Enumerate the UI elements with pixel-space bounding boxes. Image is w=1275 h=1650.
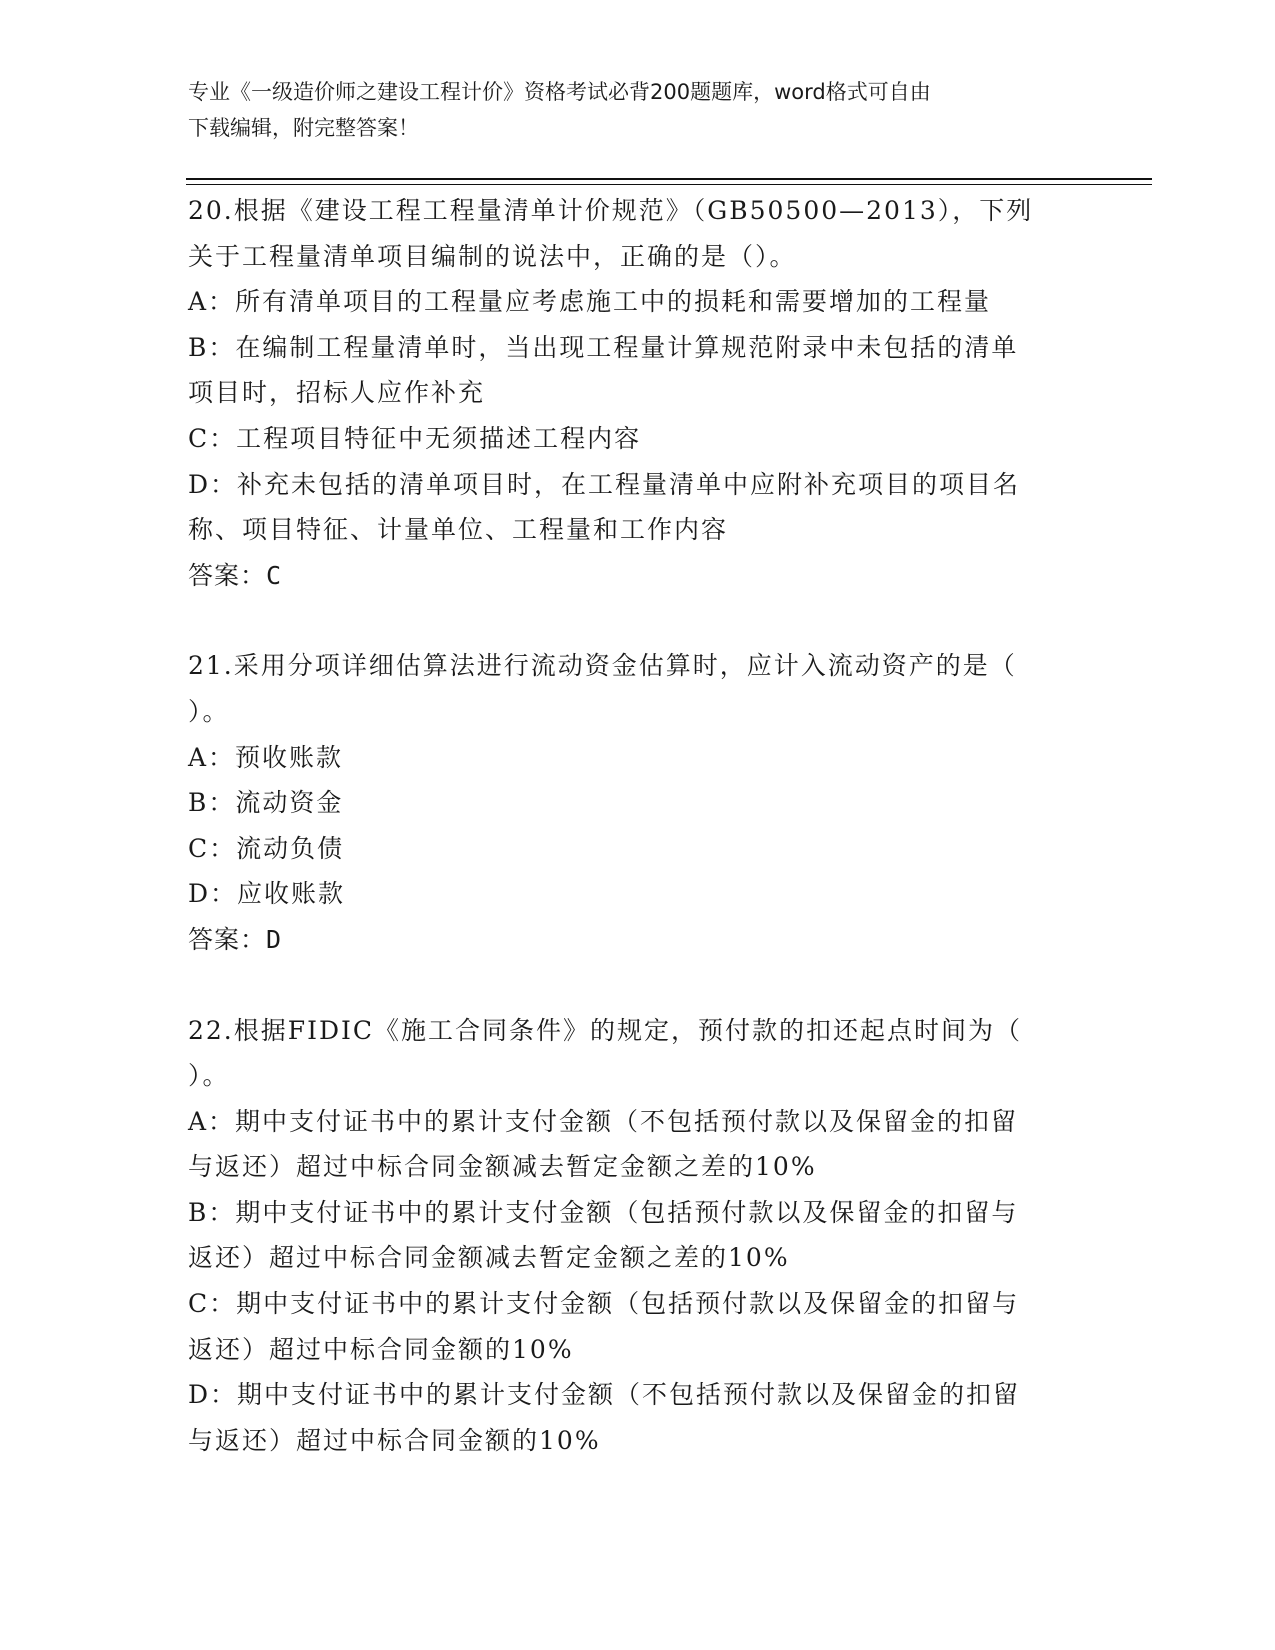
header-line: 专业《一级造价师之建设工程计价》资格考试必背200题题库，word格式可自由 [188, 80, 931, 104]
option-a: A：预收账款 [188, 742, 344, 772]
question-22 [188, 1008, 1088, 1464]
document-header [188, 74, 1068, 146]
answer-label: 答案： [188, 560, 267, 590]
header-divider-thin [186, 184, 1152, 185]
option-c: C：期中支付证书中的累计支付金额（包括预付款以及保留金的扣留与 [188, 1289, 1020, 1319]
header-line: 下载编辑，附完整答案！ [188, 116, 419, 140]
option-a-continued: 与返还）超过中标合同金额减去暂定金额之差的10% [188, 1152, 817, 1182]
option-b: B：在编制工程量清单时，当出现工程量计算规范附录中未包括的清单 [188, 332, 1019, 362]
option-d: D：补充未包括的清单项目时，在工程量清单中应附补充项目的项目名 [188, 469, 1021, 499]
answer [188, 553, 1088, 599]
answer-value: D [266, 924, 283, 954]
question-20 [188, 188, 1088, 598]
question-list [188, 188, 1088, 1508]
option-b: B：期中支付证书中的累计支付金额（包括预付款以及保留金的扣留与 [188, 1197, 1019, 1227]
option-d-continued: 与返还）超过中标合同金额的10% [188, 1425, 601, 1455]
option-c: C：工程项目特征中无须描述工程内容 [188, 423, 642, 453]
option-a: A：期中支付证书中的累计支付金额（不包括预付款以及保留金的扣留 [188, 1106, 1019, 1136]
option-d-continued: 称、项目特征、计量单位、工程量和工作内容 [188, 515, 729, 545]
question-text-line: ）。 [188, 696, 230, 726]
option-c-continued: 返还）超过中标合同金额的10% [188, 1334, 574, 1364]
header-divider-thick [186, 178, 1152, 180]
option-b-continued: 返还）超过中标合同金额减去暂定金额之差的10% [188, 1243, 790, 1273]
answer [188, 917, 1088, 963]
question-text-line: ）。 [188, 1061, 230, 1091]
option-c: C：流动负债 [188, 833, 345, 863]
option-d: D：应收账款 [188, 879, 346, 909]
question-21 [188, 643, 1088, 962]
question-text-line: 关于工程量清单项目编制的说法中，正确的是（）。 [188, 241, 797, 271]
option-b: B：流动资金 [188, 788, 344, 818]
option-a: A：所有清单项目的工程量应考虑施工中的损耗和需要增加的工程量 [188, 287, 992, 317]
question-text-line: 22.根据FIDIC《施工合同条件》的规定，预付款的扣还起点时间为（ [188, 1015, 1023, 1045]
question-text-line: 21.采用分项详细估算法进行流动资金估算时，应计入流动资产的是（ [188, 651, 1017, 681]
option-d: D：期中支付证书中的累计支付金额（不包括预付款以及保留金的扣留 [188, 1380, 1021, 1410]
option-b-continued: 项目时，招标人应作补充 [188, 378, 486, 408]
answer-label: 答案： [188, 924, 267, 954]
question-text-line: 20.根据《建设工程工程量清单计价规范》（GB50500—2013），下列 [188, 196, 1034, 225]
answer-value: C [266, 560, 283, 590]
